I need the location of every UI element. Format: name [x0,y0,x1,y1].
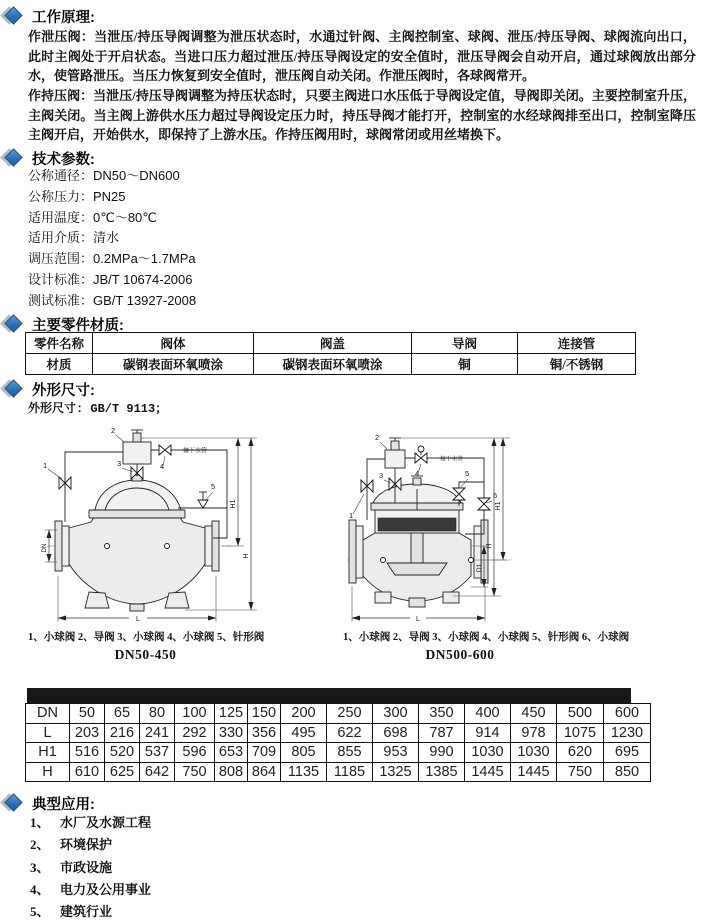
section-title: 典型应用: [32,797,95,813]
dim-label-h: H [243,553,250,559]
application-item [30,812,430,834]
materials-cell: 铜 [412,354,518,375]
dim-label-l: L [136,616,140,623]
param-line: 公称压力：PN25 [28,188,126,204]
dimension-cell: 625 [105,762,140,782]
param-line: 适用温度：0℃～80℃ [28,209,157,225]
part-label-5: 5 [211,482,216,491]
materials-cell: 材质 [26,354,93,375]
figure-dn50-450-diagram [35,426,270,626]
dimension-cell: 953 [373,743,419,763]
dimension-cell: 292 [175,723,215,743]
ball-valve-4-symbol [415,446,427,463]
dimension-cell: H1 [26,743,70,763]
application-number: 2、 [30,837,50,853]
dimension-cell: 100 [175,704,215,724]
materials-cell: 零件名称 [26,333,93,354]
dimension-cell: 864 [248,762,281,782]
application-text: 水厂及水源工程 [60,815,152,830]
figure1-parts-caption: 1、小球阀 2、导阀 3、小球阀 4、小球阀 5、针形阀 [28,632,265,643]
application-item [30,879,430,901]
section-title: 技术参数: [32,152,95,168]
dimension-cell: 914 [465,723,511,743]
dimension-row [26,762,651,782]
dimension-cell: 1030 [511,743,557,763]
materials-cell: 碳钢表面环氧喷涂 [254,354,412,375]
materials-cell: 连接管 [518,333,636,354]
dimension-cell: 241 [140,723,175,743]
dimension-table [25,703,651,782]
dimension-cell: 978 [511,723,557,743]
part-label-5: 5 [465,469,470,478]
paragraph-body: 当泄压/持压导阀调整为持压状态时，只要主阀进口水压低于导阀设定值，导阀即关闭。主要控制室升压，主阀关闭。当主阀上游供水压力超过导阀设定压力时，持压导阀才能打开，控制室的水经球阀排至出口，控制室降压主阀开启，开始供水，即保持了上游水压。作持压阀用时，球阀常闭或用丝堵换下。 [28,88,696,143]
param-line: 设计标准：JB/T 10674-2006 [28,271,193,287]
dimension-cell: 622 [327,723,373,743]
dimension-cell: DN [26,704,70,724]
dimension-cell: 805 [281,743,327,763]
application-text: 建筑行业 [60,904,113,920]
application-item [30,834,430,856]
dimension-cell: 653 [215,743,248,763]
dimension-cell: 300 [373,704,419,724]
part-label-1: 1 [43,461,48,470]
application-item [30,857,430,879]
pilot-valve-box [123,442,151,464]
dimension-cell: 80 [140,704,175,724]
dimension-cell: 750 [557,762,604,782]
dimension-row [26,704,651,724]
figure-dn500-600-diagram [345,426,525,626]
application-text: 市政设施 [60,859,113,875]
dimension-cell: 698 [373,723,419,743]
paragraph-sustaining-mode [28,86,696,145]
dimension-cell: 1230 [604,723,651,743]
part-label-3: 3 [379,471,384,480]
materials-cell: 阀盖 [254,333,412,354]
dimension-cell: 1030 [465,743,511,763]
section-title: 外形尺寸: [32,383,95,399]
dimension-cell: 620 [557,743,604,763]
dimension-cell: 1135 [281,762,327,782]
dimension-cell: 1445 [511,762,557,782]
materials-cell: 铜/不锈钢 [518,354,636,375]
application-number: 1、 [30,815,50,830]
part-label-2: 2 [375,433,380,442]
dimension-cell: 1325 [373,762,419,782]
dimension-cell: 450 [511,704,557,724]
needle-valve-5-symbol [198,492,208,508]
part-label-4: 4 [415,469,420,478]
part-label-2: 2 [111,426,116,435]
diamond-bullet-icon [4,314,22,332]
dimension-cell: 150 [248,704,281,724]
dimension-cell: 495 [281,723,327,743]
dimension-cell: 125 [215,704,248,724]
diamond-bullet-icon [4,793,22,811]
dimension-cell: 50 [70,704,105,724]
dimension-cell: 516 [70,743,105,763]
dimension-cell: 855 [327,743,373,763]
section-header-outline [4,379,95,400]
paragraph-lead: 作持压阀： [28,88,94,103]
dimension-row [26,743,651,763]
figure2-size-label: DN500-600 [425,647,495,662]
section-title: 主要零件材质: [32,318,124,334]
dimension-table-header-bar [27,688,631,703]
paragraph-lead: 作泄压阀： [28,29,95,44]
application-number: 5、 [30,904,50,920]
dimension-cell: 750 [175,762,215,782]
dimension-cell: 1445 [465,762,511,782]
dimension-row [26,723,651,743]
valve-body [55,516,219,611]
dimension-cell: 1075 [557,723,604,743]
dimension-cell: 500 [557,704,604,724]
dim-label-l: L [416,616,420,623]
param-line: 测试标准：GB/T 13927-2008 [28,292,197,308]
diamond-bullet-icon [4,6,22,24]
dimension-cell: 990 [419,743,465,763]
dim-label-h1: H1 [230,499,237,509]
pipe-connection-label: 接下水管 [440,456,464,463]
section-header-working-principle [4,6,95,27]
dimension-cell: 400 [465,704,511,724]
dimension-cell: 610 [70,762,105,782]
part-label-1: 1 [349,511,354,520]
dimension-cell: 65 [105,704,140,724]
materials-table-body [26,333,636,375]
dimension-cell: L [26,723,70,743]
dimension-cell: H [26,762,70,782]
section-title: 工作原理: [32,10,95,26]
materials-row [26,354,636,375]
paragraph-relief-mode [28,27,696,86]
tech-params-list [28,166,428,312]
dimension-cell: 709 [248,743,281,763]
application-number: 3、 [30,859,50,875]
materials-cell: 导阀 [412,333,518,354]
part-label-4: 4 [160,462,165,471]
dimension-cell: 695 [604,743,651,763]
dimension-cell: 356 [248,723,281,743]
diamond-bullet-icon [4,148,22,166]
dimension-cell: 330 [215,723,248,743]
materials-cell: 阀体 [93,333,254,354]
applications-list [30,812,430,921]
outline-standard-note: 外形尺寸: GB/T 9113； [28,402,168,416]
materials-table [25,332,636,375]
valve-cover [371,476,463,533]
part-label-3: 3 [117,459,122,468]
dimension-cell: 1185 [327,762,373,782]
dimension-cell: 350 [419,704,465,724]
diamond-bullet-icon [4,379,22,397]
dim-label-d1: D1 [476,563,483,573]
part-label-6: 6 [493,491,498,500]
ball-valve-6-symbol [478,498,490,510]
dimension-cell: 808 [215,762,248,782]
param-line: 公称通径：DN50～DN600 [28,168,180,183]
dimension-table-body [26,704,651,782]
pipe-connection-label: 接下水管 [183,448,208,455]
dimension-cell: 596 [175,743,215,763]
dimension-cell: 200 [281,704,327,724]
materials-cell: 碳钢表面环氧喷涂 [93,354,254,375]
dimension-cell: 642 [140,762,175,782]
paragraph-body: 当泄压/持压导阀调整为泄压状态时，水通过针阀、主阀控制室、球阀、泄压/持压导阀、球阀流向出口，此时主阀处于开启状态。当进口压力超过泄压/持压导阀设定的安全值时，泄压导阀会自动开启，通过球阀放出部分水，使管路泄压。当压力恢复到安全值时，泄压阀自动关闭。作泄压阀时，各球阀常开。 [28,29,696,84]
dimension-cell: 520 [105,743,140,763]
dim-label-dn: DN [42,543,48,553]
ball-valve-4-symbol [159,445,171,455]
figure2-parts-caption: 1、小球阀 2、导阀 3、小球阀 4、小球阀 5、针形阀 6、小球阀 [343,632,630,643]
dim-label-h1: H1 [495,501,502,511]
dimension-cell: 787 [419,723,465,743]
dimension-cell: 250 [327,704,373,724]
dimension-cell: 537 [140,743,175,763]
dimension-cell: 600 [604,704,651,724]
dimension-cell: 1385 [419,762,465,782]
application-item [30,901,430,921]
materials-row [26,333,636,354]
application-number: 4、 [30,881,50,897]
valve-bonnet [89,475,185,518]
application-text: 电力及公用事业 [60,881,152,897]
dimension-cell: 203 [70,723,105,743]
dimension-cell: 216 [105,723,140,743]
pilot-valve-box [385,450,405,468]
dimension-cell: 850 [604,762,651,782]
section-header-applications [4,793,95,814]
figure1-size-label: DN50-450 [114,647,177,662]
needle-valve-5-symbol [453,488,465,500]
application-text: 环境保护 [60,837,113,853]
dim-label-h: H [486,543,493,549]
param-line: 调压范围：0.2MPa～1.7MPa [28,251,196,267]
param-line: 适用介质：清水 [28,230,120,246]
